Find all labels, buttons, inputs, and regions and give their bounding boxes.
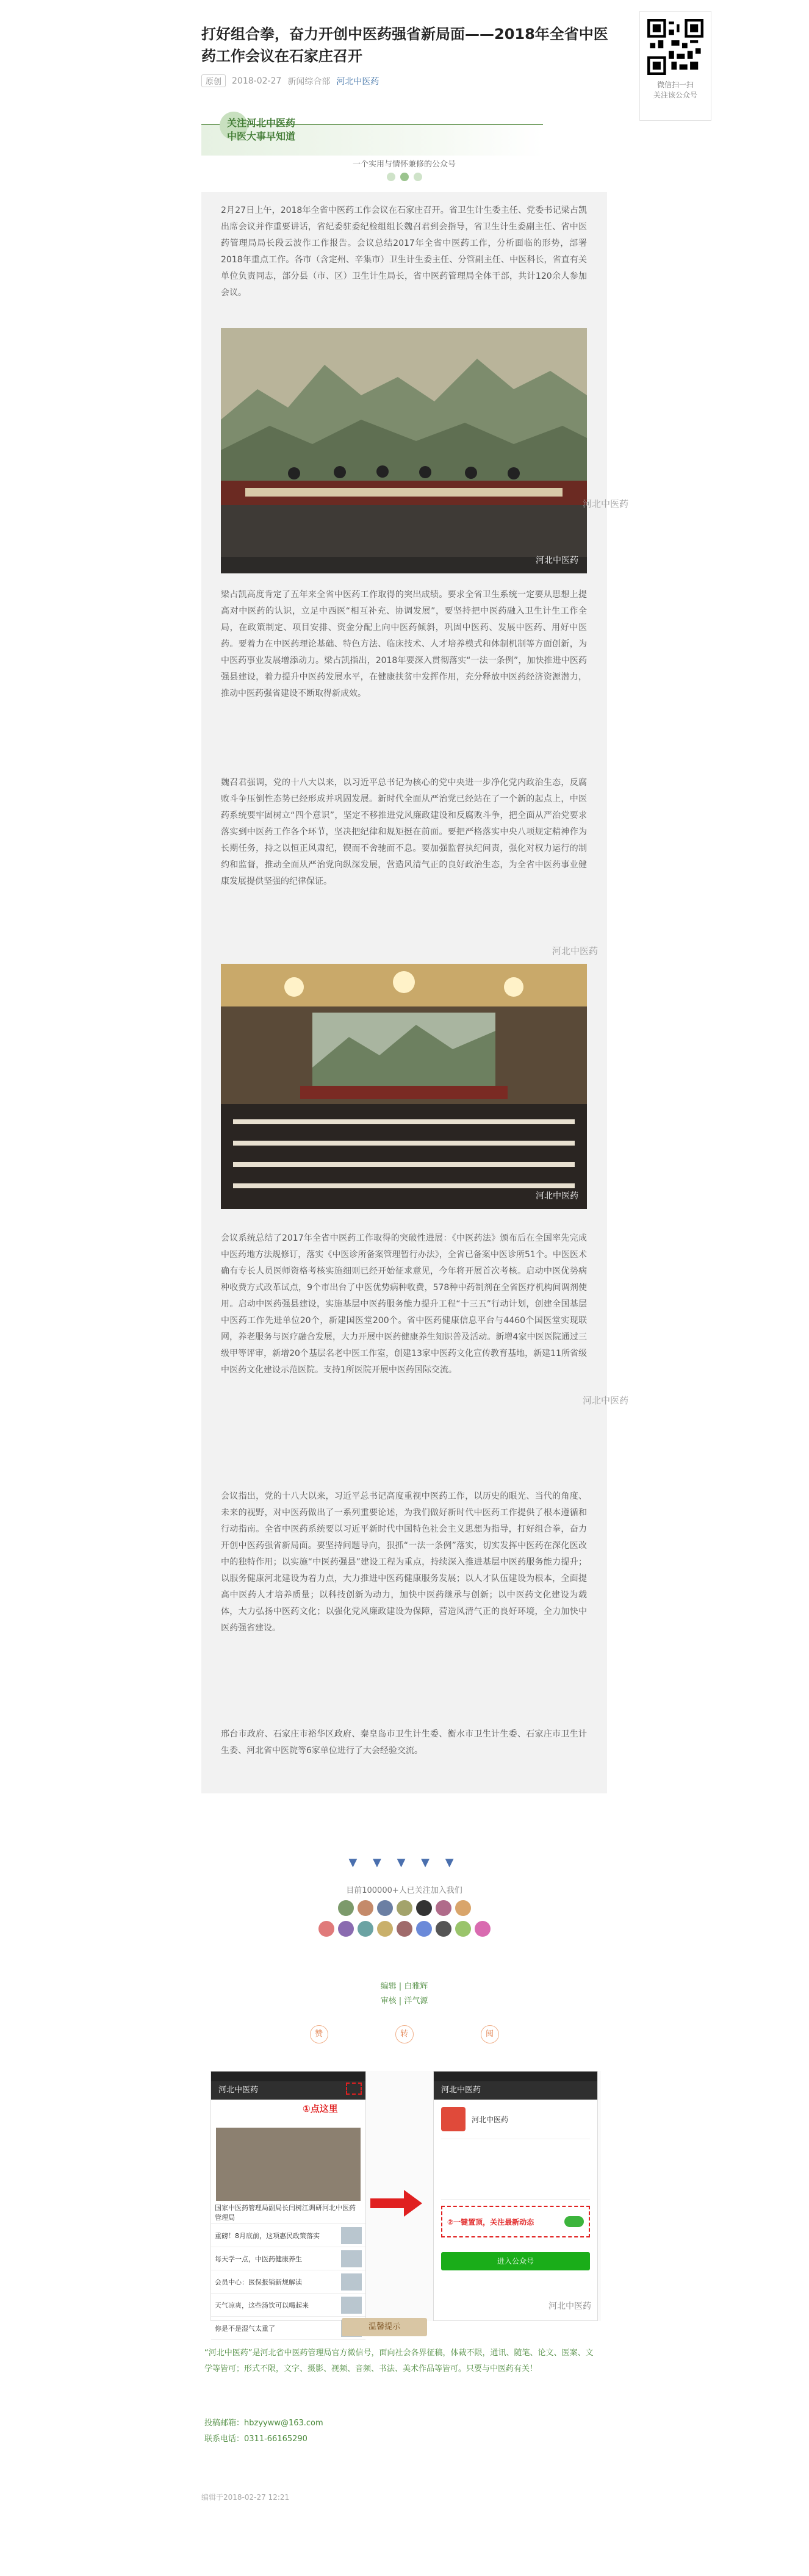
- original-tag: 原创: [201, 74, 226, 87]
- email-line[interactable]: 投稿邮箱：hbzyyww@163.com: [204, 2419, 323, 2428]
- phone-line[interactable]: 联系电话：0311-66165290: [204, 2434, 307, 2444]
- avatar: [338, 1921, 354, 1937]
- avatar-row-2: [201, 1921, 607, 1937]
- editor-credits: [201, 1979, 607, 2009]
- article-meta: [201, 74, 379, 87]
- phone-right: [433, 2071, 598, 2321]
- avatar: [455, 1900, 471, 1916]
- photo-hall-icon: [221, 964, 587, 1209]
- avatar: [358, 1921, 373, 1937]
- account-link[interactable]: 河北中医药: [336, 76, 379, 87]
- banner-line-1: 关注河北中医药: [227, 117, 296, 129]
- list-item-text: 天气凉爽，这些汤饮可以喝起来: [215, 2301, 309, 2309]
- list-item[interactable]: [211, 2247, 365, 2270]
- avatar: [397, 1900, 412, 1916]
- photo-podium-icon: [221, 328, 587, 573]
- list-item[interactable]: [211, 2270, 365, 2294]
- qr-caption-1: 微信扫一扫: [656, 81, 694, 89]
- paragraph-1: 2月27日上午，2018年全省中医药工作会议在石家庄召开。省卫生计生委主任、党委书记梁占凯出席会议并作重要讲话，省纪委驻委纪检组组长魏召君到会指导，省卫生计生委副主任、省中医药管理局局长段云波作工作报告。会议总结2017年全省中医药工作，分析面临的形势，部署2018年重点工作。各市（含定州、辛集市）卫生计生委主任、分管副主任、中医科长，省直有关单位负责同志，部分县（市、区）卫生计生局长，省中医药管理局全体干部，共计120余人参加会议。: [221, 206, 587, 298]
- publish-date: 2018-02-27: [232, 76, 282, 86]
- avatar: [397, 1921, 412, 1937]
- qr-caption-2: 关注该公众号: [653, 91, 697, 99]
- avatar: [358, 1900, 373, 1916]
- list-item-text: 国家中医药管理局副局长闫树江调研河北中医药管理局: [215, 2203, 356, 2222]
- avatar: [318, 1921, 334, 1937]
- side-watermark-2: 河北中医药: [552, 945, 599, 956]
- down-arrows-icon: ▼ ▼ ▼ ▼ ▼: [348, 1856, 460, 1869]
- tip-banner: 温馨提示: [342, 2318, 427, 2336]
- avatar: [436, 1921, 451, 1937]
- like-icon[interactable]: 赞: [310, 2025, 328, 2043]
- account-logo-icon: [441, 2107, 466, 2131]
- avatar: [377, 1900, 393, 1916]
- avatar: [475, 1921, 491, 1937]
- step2-label: ②一键置顶，关注最新动态: [447, 2217, 534, 2226]
- status-bar: [434, 2072, 597, 2081]
- footer-description: “河北中医药”是河北省中医药管理局官方微信号，面向社会各界征稿，体裁不限，通讯、随笔、论文、医案、文学等皆可；形式不限，文字、摄影、视频、音频、书法、美术作品等皆可。只要与中医药有关！: [204, 2348, 594, 2373]
- paragraph-5: 会议指出，党的十八大以来，习近平总书记高度重视中医药工作，以历史的眼光、当代的角度、未来的视野，对中医药做出了一系列重要论述，为我们做好新时代中医药工作提供了根本遵循和行动指南。全省中医药系统要以习近平新时代中国特色社会主义思想为指导，打好组合拳，奋力开创中医药强省新局面。要坚持问题导向，狠抓“一法一条例”落实，切实发挥中医药在深化医改中的独特作用；以实施“中医药强县”建设工程为重点，持续深入推进基层中医药服务能力提升；以服务健康河北建设为着力点，大力推进中医药健康服务发展；以人才队伍建设为根本，全面提高中医药人才培养质量；以科技创新为动力，加快中医药继承与创新；以中医药文化建设为载体，大力弘扬中医药文化；以强化党风廉政建设为保障，营造风清气正的良好环境，全力加快中医药强省建设。: [221, 1491, 587, 1633]
- side-watermark-1: 河北中医药: [583, 498, 629, 509]
- account-card: [441, 2107, 590, 2131]
- nav-title: 河北中医药: [441, 2086, 481, 2095]
- account-info: [441, 2139, 590, 2200]
- step1-label: ①点这里: [303, 2103, 338, 2114]
- avatar: [416, 1900, 432, 1916]
- thumbnail: [341, 2297, 362, 2314]
- avatar: [338, 1900, 354, 1916]
- paragraph-2: 梁占凯高度肯定了五年来全省中医药工作取得的突出成绩。要求全省卫生系统一定要从思想上提高对中医药的认识，立足中西医“相互补充、协调发展”，要坚持把中医药融入卫生计生工作全局，在政策制定、项目安排、资金分配上向中医药倾斜，巩固中医药、发展中医药、用好中医药。要着力在中医药理论基础、特色方法、临床技术、人才培养模式和体制机制等方面创新，为中医药事业发展增添动力。梁占凯指出，2018年要深入贯彻落实“一法一条例”，加快推进中医药强县建设，着力提升中医药发展水平，在健康扶贫中发挥作用，充分释放中医药经济资源潜力，推动中医药强省建设不断取得新成效。: [221, 590, 587, 698]
- account-name: 河北中医药: [472, 2115, 509, 2124]
- action-icons: [201, 2025, 607, 2043]
- thumbnail: [341, 2250, 362, 2267]
- avatar: [455, 1921, 471, 1937]
- more-icon[interactable]: [346, 2083, 362, 2095]
- news-cover[interactable]: [216, 2128, 361, 2201]
- list-item[interactable]: [211, 2224, 365, 2247]
- contact-info: [204, 2416, 323, 2447]
- avatar: [436, 1900, 451, 1916]
- avatar: [377, 1921, 393, 1937]
- side-watermark-3: 河北中医药: [583, 1395, 629, 1406]
- paragraph-3: 魏召君强调，党的十八大以来，以习近平总书记为核心的党中央进一步净化党内政治生态，反腐败斗争压倒性态势已经形成并巩固发展。新时代全面从严治党已经站在了一个新的起点上，中医药系统要牢固树立“四个意识”，坚定不移推进党风廉政建设和反腐败斗争，把全面从严治党要求落实到中医药工作各个环节，坚决把纪律和规矩挺在前面。要把严格落实中央八项规定精神作为长期任务，持之以恒正风肃纪，锲而不舍驰而不息。要加强监督执纪问责，强化对权力运行的制约和监督，推动全面从严治党向纵深发展，营造风清气正的良好政治生态，为全省中医药事业健康发展提供坚强的纪律保证。: [221, 778, 587, 886]
- dot-icon: [414, 173, 422, 181]
- list-item-text: 每天学一点，中医药健康养生: [215, 2255, 302, 2263]
- follow-section: [201, 1856, 607, 1937]
- account-banner: [201, 107, 607, 156]
- banner-subline: 一个实用与情怀兼修的公众号: [352, 160, 456, 169]
- dot-icon: [387, 173, 395, 181]
- nav-title: 河北中医药: [218, 2086, 259, 2095]
- list-item[interactable]: [211, 2201, 365, 2224]
- dot-icon: [400, 173, 409, 181]
- pin-toggle-row[interactable]: [441, 2206, 590, 2237]
- editor-line: 编辑 | 白雅辉: [380, 1982, 428, 1991]
- phone-nav-left: [211, 2081, 365, 2100]
- reviewer-line: 审核 | 洋气源: [380, 1997, 428, 2006]
- list-item-text: 重磅！8月底前，这项惠民政策落实: [215, 2231, 320, 2240]
- thumbnail: [341, 2273, 362, 2291]
- follower-count: 目前100000+人已关注加入我们: [346, 1886, 462, 1895]
- phone-left: [210, 2071, 366, 2333]
- thumbnail: [341, 2227, 362, 2244]
- list-item-text: 会员中心：医保报销新规解读: [215, 2278, 302, 2286]
- right-arrow-icon: [370, 2190, 422, 2217]
- paragraph-4: 会议系统总结了2017年全省中医药工作取得的突破性进展：《中医药法》颁布后在全国率先完成中医药地方法规修订，落实《中医诊所备案管理暂行办法》，全省已备案中医诊所51个。中医医术确有专长人员医师资格考核实施细则已经开始征求意见，今年将开展首次考核。启动中医优势病种收费方式改革试点，9个市出台了中医优势病种收费，578种中药制剂在全省医疗机构间调剂使用。启动中医药强县建设，实施基层中医药服务能力提升工程“十三五”行动计划，创建全国基层中医药工作先进单位20个，新建国医堂200个。省中医药健康信息平台与4460个国医堂实现联网，养老服务与医疗融合发展，大力开展中医药健康养生知识普及活动。新增4家中医医院通过三级甲等评审，新增20个基层名老中医工作室，创建13家中医药文化宣传教育基地，新建11所省级中医药文化建设示范医院。支持1所医院开展中医药国际交流。: [221, 1233, 587, 1375]
- toggle-switch[interactable]: [564, 2216, 584, 2227]
- banner-line-2: 中医大事早知道: [227, 131, 296, 142]
- article-title: 打好组合拳，奋力开创中医药强省新局面——2018年全省中医药工作会议在石家庄召开: [201, 26, 608, 65]
- status-bar: [211, 2072, 365, 2081]
- meeting-photo-2[interactable]: [221, 964, 587, 1209]
- phone-nav-right: [434, 2081, 597, 2100]
- share-icon[interactable]: 转: [395, 2025, 414, 2043]
- list-item-text: 你是不是湿气太重了: [215, 2324, 275, 2333]
- meeting-photo-1[interactable]: [221, 328, 587, 573]
- qr-code-icon: [647, 19, 703, 75]
- photo-watermark: 河北中医药: [536, 1191, 578, 1201]
- paragraph-6: 邢台市政府、石家庄市裕华区政府、秦皇岛市卫生计生委、衡水市卫生计生委、石家庄市卫生计生委、河北省中医院等6家单位进行了大会经验交流。: [221, 1729, 587, 1756]
- avatar: [416, 1921, 432, 1937]
- qr-code-panel: [639, 11, 711, 121]
- read-icon[interactable]: 阅: [481, 2025, 499, 2043]
- edit-time: 编辑于2018-02-27 12:21: [201, 2493, 290, 2502]
- avatar-row-1: [201, 1900, 607, 1916]
- enter-account-button[interactable]: 进入公众号: [441, 2252, 590, 2270]
- decor-dots: [201, 173, 607, 181]
- photo-watermark: 河北中医药: [536, 556, 578, 565]
- author-name: 新闻综合部: [287, 76, 331, 87]
- phone-watermark: 河北中医药: [548, 2302, 591, 2311]
- list-item[interactable]: [211, 2294, 365, 2317]
